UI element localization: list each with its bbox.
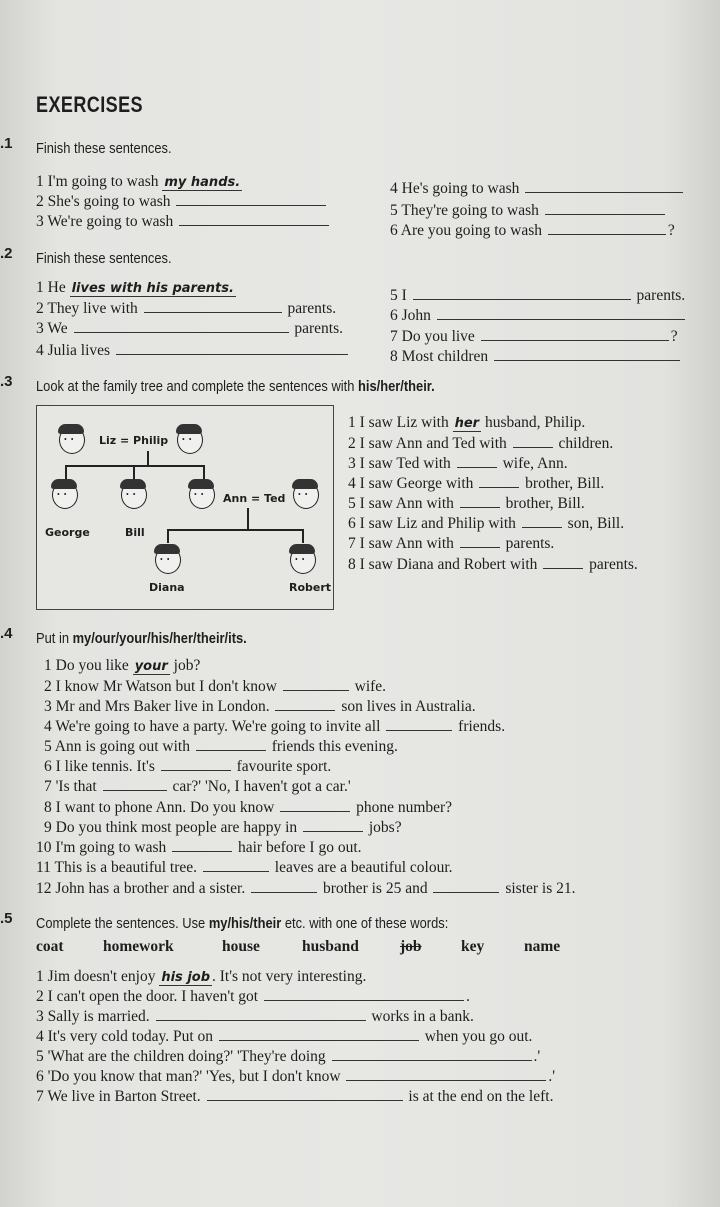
answer-blank[interactable] bbox=[275, 709, 335, 711]
exercise-instruction: Finish these sentences. bbox=[36, 140, 172, 157]
sentence-item: 1 I saw Liz with her husband, Philip. bbox=[348, 414, 586, 431]
answer-blank[interactable] bbox=[481, 339, 669, 341]
tree-label-liz-philip: Liz = Philip bbox=[99, 434, 169, 447]
tree-connector bbox=[147, 451, 149, 466]
tree-connector bbox=[65, 465, 67, 479]
tree-label-robert: Robert bbox=[289, 581, 332, 594]
sentence-item: 3 I saw Ted with wife, Ann. bbox=[348, 455, 568, 472]
sentence-item: 8 Most children bbox=[390, 348, 682, 366]
answer-blank[interactable] bbox=[548, 233, 666, 235]
sentence-item: 7 Do you live ? bbox=[390, 328, 678, 345]
answer-blank[interactable] bbox=[332, 1059, 532, 1061]
sentence-item: 5 'What are the children doing?' 'They're doing .' bbox=[36, 1048, 541, 1065]
sentence-item: 5 They're going to wash bbox=[390, 202, 667, 220]
person-face-icon bbox=[52, 481, 78, 509]
handwritten-answer: lives with his parents. bbox=[71, 281, 234, 296]
sentence-item: 1 Do you like your job? bbox=[44, 657, 201, 674]
tree-label-george: George bbox=[45, 526, 90, 539]
answer-blank[interactable] bbox=[413, 298, 631, 300]
sentence-item: 8 I saw Diana and Robert with parents. bbox=[348, 556, 638, 573]
person-face-icon bbox=[293, 481, 319, 509]
handwritten-answer: your bbox=[134, 659, 168, 674]
word-option: key bbox=[461, 938, 485, 955]
answer-blank[interactable] bbox=[543, 567, 583, 569]
sentence-item: 5 Ann is going out with friends this evening. bbox=[44, 738, 398, 755]
answer-blank[interactable] bbox=[203, 870, 269, 872]
page-title: EXERCISES bbox=[36, 92, 143, 117]
answer-blank[interactable] bbox=[219, 1039, 419, 1041]
sentence-item: 7 'Is that car?' 'No, I haven't got a car.' bbox=[44, 778, 351, 795]
answer-blank[interactable] bbox=[179, 224, 329, 226]
sentence-item: 2 They live with parents. bbox=[36, 300, 337, 317]
person-face-icon bbox=[59, 426, 85, 454]
answer-blank[interactable] bbox=[346, 1079, 546, 1081]
family-tree-diagram bbox=[36, 405, 334, 610]
exercise-number: .2 bbox=[0, 245, 13, 262]
sentence-item: 2 I know Mr Watson but I don't know wife. bbox=[44, 678, 387, 695]
sentence-item: 7 I saw Ann with parents. bbox=[348, 535, 555, 552]
word-option: coat bbox=[36, 938, 64, 955]
person-face-icon bbox=[290, 546, 316, 574]
sentence-item: 7 We live in Barton Street. is at the end on the left. bbox=[36, 1088, 554, 1105]
answer-blank[interactable] bbox=[144, 311, 282, 313]
answer-blank[interactable] bbox=[196, 749, 266, 751]
answer-blank[interactable] bbox=[176, 204, 326, 206]
exercise-number: .5 bbox=[0, 910, 13, 927]
sentence-item: 11 This is a beautiful tree. leaves are a beautiful colour. bbox=[36, 859, 453, 876]
exercise-instruction: Complete the sentences. Use my/his/their etc. with one of these words: bbox=[36, 915, 449, 932]
sentence-item: 6 Are you going to wash ? bbox=[390, 222, 675, 239]
answer-blank[interactable] bbox=[457, 466, 497, 468]
answer-blank[interactable] bbox=[116, 353, 348, 355]
answer-blank[interactable] bbox=[437, 318, 685, 320]
tree-label-ann-ted: Ann = Ted bbox=[223, 492, 286, 505]
sentence-item: 1 I'm going to wash my hands. bbox=[36, 173, 241, 190]
sentence-item: 3 We parents. bbox=[36, 320, 344, 337]
word-box bbox=[36, 938, 596, 962]
answer-blank[interactable] bbox=[460, 546, 500, 548]
person-face-icon bbox=[189, 481, 215, 509]
answer-blank[interactable] bbox=[386, 729, 452, 731]
sentence-item: 6 I saw Liz and Philip with son, Bill. bbox=[348, 515, 625, 532]
person-face-icon bbox=[177, 426, 203, 454]
answer-blank[interactable] bbox=[460, 506, 500, 508]
sentence-item: 2 She's going to wash bbox=[36, 193, 328, 211]
word-option: name bbox=[524, 938, 561, 955]
exercise-number: .3 bbox=[0, 373, 13, 390]
answer-blank[interactable] bbox=[303, 830, 363, 832]
sentence-item: 2 I can't open the door. I haven't got . bbox=[36, 988, 470, 1005]
answer-blank[interactable] bbox=[207, 1099, 403, 1101]
sentence-item: 4 Julia lives bbox=[36, 342, 350, 360]
tree-label-bill: Bill bbox=[125, 526, 145, 539]
handwritten-answer: her bbox=[454, 416, 480, 431]
tree-connector bbox=[65, 465, 205, 467]
answer-blank[interactable] bbox=[479, 486, 519, 488]
word-option: house bbox=[222, 938, 260, 955]
handwritten-answer: my hands. bbox=[164, 175, 241, 190]
answer-blank[interactable] bbox=[74, 331, 289, 333]
tree-connector bbox=[167, 529, 169, 543]
answer-blank[interactable] bbox=[522, 526, 562, 528]
word-option: homework bbox=[103, 938, 174, 955]
sentence-item: 2 I saw Ann and Ted with children. bbox=[348, 435, 614, 452]
exercise-instruction: Finish these sentences. bbox=[36, 250, 172, 267]
sentence-item: 4 I saw George with brother, Bill. bbox=[348, 475, 605, 492]
answer-blank[interactable] bbox=[280, 810, 350, 812]
sentence-item: 3 We're going to wash bbox=[36, 213, 331, 231]
sentence-item: 4 He's going to wash bbox=[390, 180, 685, 198]
answer-blank[interactable] bbox=[103, 789, 167, 791]
exercise-instruction: Put in my/our/your/his/her/their/its. bbox=[36, 630, 247, 647]
sentence-item: 4 We're going to have a party. We're going to invite all friends. bbox=[44, 718, 506, 735]
sentence-item: 1 Jim doesn't enjoy his job . It's not very interesting. bbox=[36, 968, 367, 985]
answer-blank[interactable] bbox=[264, 999, 464, 1001]
answer-blank[interactable] bbox=[156, 1019, 366, 1021]
answer-blank[interactable] bbox=[161, 769, 231, 771]
sentence-item: 5 I parents. bbox=[390, 287, 686, 304]
sentence-item: 10 I'm going to wash hair before I go out. bbox=[36, 839, 362, 856]
answer-blank[interactable] bbox=[494, 359, 680, 361]
exercise-instruction: Look at the family tree and complete the sentences with his/her/their. bbox=[36, 378, 435, 395]
sentence-item: 9 Do you think most people are happy in jobs? bbox=[44, 819, 402, 836]
sentence-item: 3 Mr and Mrs Baker live in London. son lives in Australia. bbox=[44, 698, 476, 715]
tree-connector bbox=[302, 529, 304, 543]
answer-blank[interactable] bbox=[433, 891, 499, 893]
sentence-item: 6 I like tennis. It's favourite sport. bbox=[44, 758, 332, 775]
sentence-item: 5 I saw Ann with brother, Bill. bbox=[348, 495, 585, 512]
tree-connector bbox=[133, 465, 135, 479]
exercise-number: .1 bbox=[0, 135, 13, 152]
sentence-item: 12 John has a brother and a sister. brother is 25 and sister is 21. bbox=[36, 880, 576, 897]
tree-label-diana: Diana bbox=[149, 581, 185, 594]
answer-blank[interactable] bbox=[525, 191, 683, 193]
answer-blank[interactable] bbox=[545, 213, 665, 215]
handwritten-answer: his job bbox=[161, 970, 211, 985]
word-option: husband bbox=[302, 938, 359, 955]
answer-blank[interactable] bbox=[172, 850, 232, 852]
sentence-item: 3 Sally is married. works in a bank. bbox=[36, 1008, 474, 1025]
person-face-icon bbox=[155, 546, 181, 574]
tree-connector bbox=[247, 508, 249, 530]
sentence-item: 4 It's very cold today. Put on when you go out. bbox=[36, 1028, 533, 1045]
answer-blank[interactable] bbox=[513, 446, 553, 448]
sentence-item: 6 'Do you know that man?' 'Yes, but I don't know .' bbox=[36, 1068, 556, 1085]
tree-connector bbox=[203, 465, 205, 479]
person-face-icon bbox=[121, 481, 147, 509]
answer-blank[interactable] bbox=[283, 689, 349, 691]
sentence-item: 6 John bbox=[390, 307, 687, 325]
tree-connector bbox=[167, 529, 303, 531]
sentence-item: 1 He lives with his parents. bbox=[36, 279, 234, 296]
word-option-used: job bbox=[400, 938, 422, 955]
exercise-number: .4 bbox=[0, 625, 13, 642]
answer-blank[interactable] bbox=[251, 891, 317, 893]
sentence-item: 8 I want to phone Ann. Do you know phone number? bbox=[44, 799, 453, 816]
